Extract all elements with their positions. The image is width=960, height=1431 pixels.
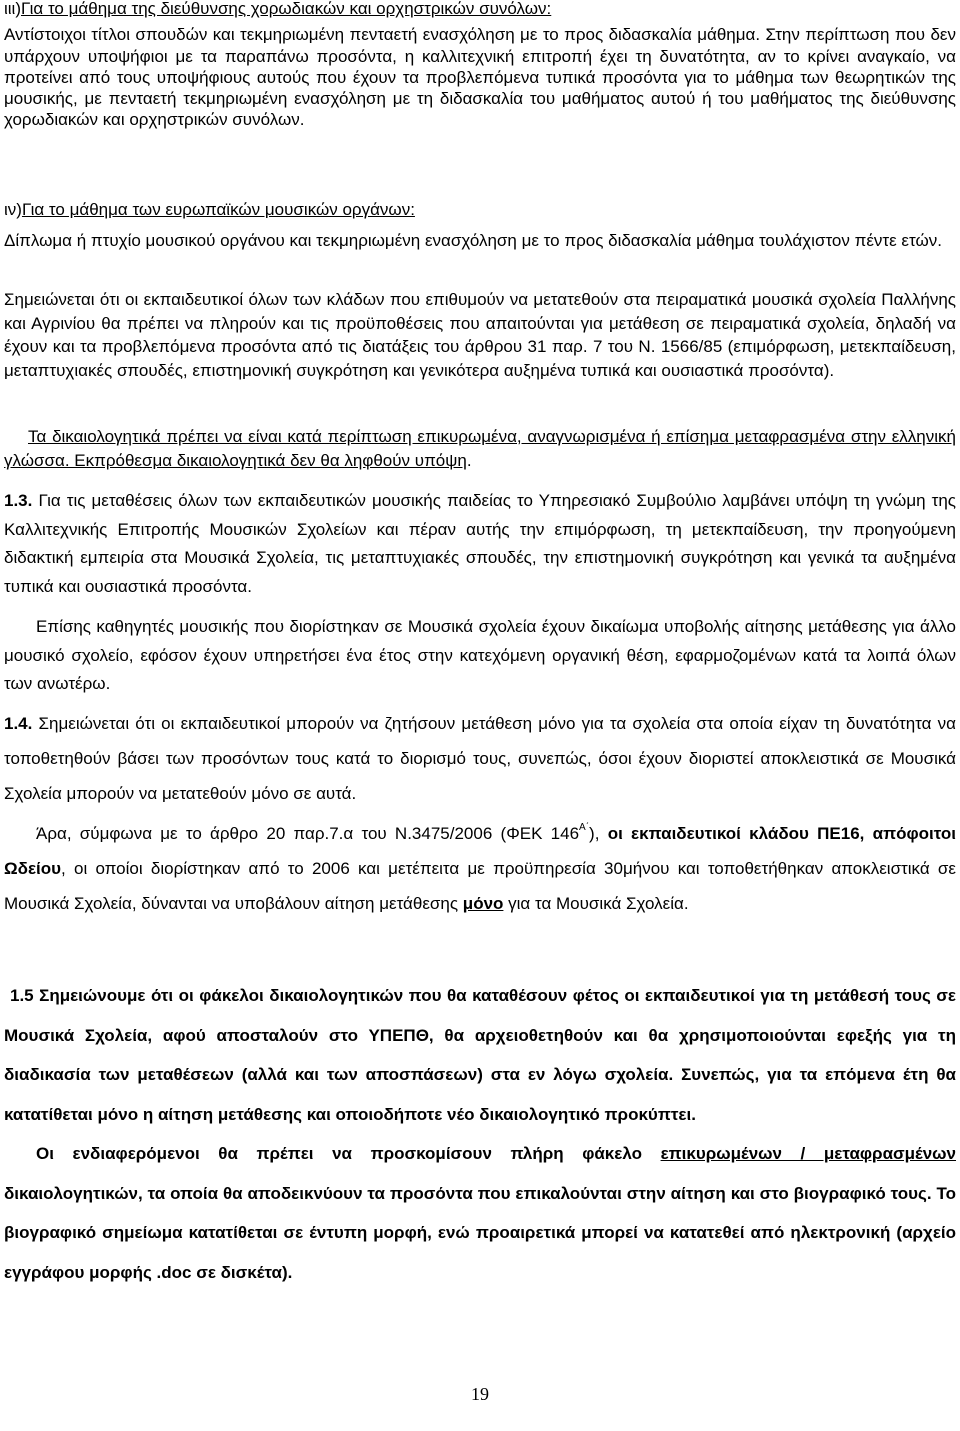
fek-issue-superscript: Α΄ — [579, 822, 590, 833]
section-iii-title: Για το μάθημα της διεύθυνσης χορωδιακών και ορχηστρικών συνόλων: — [21, 0, 552, 18]
section-1-4-paragraph-2: Άρα, σύμφωνα με το άρθρο 20 παρ.7.α του Ν.3475/2006 (ΦΕΚ $146^{A΄}$), οι εκπαιδευτικοί κλάδου ΠΕ16, απόφοιτοι Ωδείου, οι οποίοι διορίστηκαν από το 2006 και μετέπειτα με προϋπηρεσία 30μήνου και τοποθετήθηκαν αποκλειστικά σε Μουσικά Σχολεία, δύνανται να υποβάλουν αίτηση μετάθεσης μόνο για τα Μουσικά Σχολεία. — [4, 822, 956, 913]
documents-note-text: Τα δικαιολογητικά πρέπει να είναι κατά περίπτωση επικυρωμένα, αναγνωρισμένα ή επίσημα μεταφρασμένα στην ελληνική γλώσσα. Εκπρόθεσμα δικαιολογητικά δεν θα ληφθούν υπόψη — [4, 427, 956, 470]
section-iv-title: Για το μάθημα των ευρωπαϊκών μουσικών οργάνων: — [21, 200, 415, 219]
section-1-4-bold-phrase: οι εκπαιδευτικοί κλάδου ΠΕ16, απόφοιτοι Ωδείου — [4, 824, 956, 878]
section-1-4-number: 1.4. — [4, 714, 33, 733]
section-iv-label: ιν) — [4, 200, 22, 219]
section-1-3-paragraph-2: Επίσης καθηγητές μουσικής που διορίστηκαν σε Μουσικά σχολεία έχουν δικαίωμα υποβολής αίτησης μετάθεσης για άλλο μουσικό σχολείο, εφόσον έχουν υπηρετήσει ένα έτος στην κατεχόμενη οργανική θέση, εφαρμοζομένων κατά τα λοιπά όλων των ανωτέρω. — [4, 617, 956, 693]
section-iv-body: Δίπλωμα ή πτυχίο μουσικού οργάνου και τεκμηριωμένη ενασχόληση με το προς διδασκαλία μάθημα τουλάχιστον πέντε ετών. — [4, 231, 942, 251]
section-1-5 — [4, 976, 956, 1292]
only-emphasis: μόνο — [462, 894, 504, 913]
section-iii — [4, 0, 956, 131]
section-iv-heading — [4, 199, 956, 220]
section-1-5-paragraph-2: Οι ενδιαφερόμενοι θα πρέπει να προσκομίσουν πλήρη φάκελο επικυρωμένων / μεταφρασμένων δικαιολογητικών, τα οποία θα αποδεικνύουν τα προσόντα που επικαλούνται στην αίτηση και στο βιογραφικό τους. Το βιογραφικό σημείωμα κατατίθεται σε έντυπη μορφή, ενώ προαιρετικά μπορεί να κατατεθεί από ηλεκτρονική (αρχείο εγγράφου μορφής .doc σε δισκέτα). — [4, 1144, 956, 1282]
section-1-5-paragraph-1: 1.5 Σημειώνουμε ότι οι φάκελοι δικαιολογητικών που θα καταθέσουν φέτος οι εκπαιδευτικοί για τη μετάθεσή τους σε Μουσικά Σχολεία, αφού αποσταλούν στο ΥΠΕΠΘ, θα αρχειοθετηθούν και θα χρησιμοποιούνται εφεξής για τη διαδικασία των μεταθέσεων (αλλά και των αποσπάσεων) στα εν λόγω σχολεία. Συνεπώς, για τα επόμενα έτη θα κατατίθεται μόνο η αίτηση μετάθεσης και οποιοδήποτε νέο δικαιολογητικό προκύπτει. — [4, 986, 957, 1124]
section-1-3-number: 1.3. — [4, 491, 33, 510]
certified-translated-emphasis: επικυρωμένων / μεταφρασμένων — [660, 1144, 956, 1163]
page-number: 19 — [471, 1384, 489, 1404]
section-iv — [4, 199, 956, 253]
section-iii-body: Αντίστοιχοι τίτλοι σπουδών και τεκμηριωμένη πενταετή ενασχόληση με το προς διδασκαλία μάθημα. Στην περίπτωση που δεν υπάρχουν υποψήφιοι με τα παραπάνω προσόντα, η καλλιτεχνική επιτροπή έχει τη δυνατότητα, αν το κρίνει αναγκαίο, να προτείνει από τους υποψήφιους αυτούς που έχουν τα προβλεπόμενα τυπικά προσόντα για το μάθημα των θεωρητικών της μουσικής, με πενταετή τεκμηριωμένη ενασχόληση με τη διδασκαλία του μαθήματος αυτού ή του μαθήματος της διεύθυνσης χορωδιακών και ορχηστρικών συνόλων. — [4, 25, 956, 130]
section-1-4-paragraph-1: 1.4. Σημειώνεται ότι οι εκπαιδευτικοί μπορούν να ζητήσουν μετάθεση μόνο για τα σχολεία στα οποία είχαν τη δυνατότητα να τοποθετηθούν βάσει των προσόντων τους κατά το διορισμό τους, συνεπώς, όσοι έχουν διοριστεί αποκλειστικά σε Μουσικά Σχολεία μπορούν να μετατεθούν μόνο σε αυτά. — [4, 714, 956, 803]
documents-note: Τα δικαιολογητικά πρέπει να είναι κατά περίπτωση επικυρωμένα, αναγνωρισμένα ή επίσημα μεταφρασμένα στην ελληνική γλώσσα. Εκπρόθεσμα δικαιολογητικά δεν θα ληφθούν υπόψη. — [4, 427, 956, 470]
experimental-schools-note: Σημειώνεται ότι οι εκπαιδευτικοί όλων των κλάδων που επιθυμούν να μετατεθούν στα πειραματικά μουσικά σχολεία Παλλήνης και Αγρινίου θα πρέπει να πληρούν και τις προϋποθέσεις που απαιτούνται για μετάθεση σε πειραματικά σχολεία, δηλαδή να έχουν και τα προβλεπόμενα προσόντα από τις διατάξεις του άρθρου 31 παρ. 7 του Ν. 1566/85 (επιμόρφωση, μετεκπαίδευση, μεταπτυχιακές σπουδές, επιστημονική συγκρότηση και γενικότερα αυξημένα τυπικά και ουσιαστικά προσόντα). — [4, 290, 956, 380]
section-1-3 — [4, 487, 956, 699]
section-1-3-paragraph-1: 1.3. Για τις μεταθέσεις όλων των εκπαιδευτικών μουσικής παιδείας το Υπηρεσιακό Συμβούλιο λαμβάνει υπόψη τη γνώμη της Καλλιτεχνικής Επιτροπής Μουσικών Σχολείων και πέραν αυτής την επιμόρφωση, τη μετεκπαίδευση, την προηγούμενη διδακτική εμπειρία στα Μουσικά Σχολεία, τις μεταπτυχιακές σπουδές, την επιστημονική συγκρότηση και γενικά τα αυξημένα τυπικά και ουσιαστικά προσόντα. — [4, 491, 956, 596]
section-1-4 — [4, 706, 956, 921]
section-iii-heading — [4, 0, 956, 19]
section-1-5-number: 1.5 — [10, 986, 34, 1005]
section-iii-label: ιιι) — [4, 0, 21, 18]
